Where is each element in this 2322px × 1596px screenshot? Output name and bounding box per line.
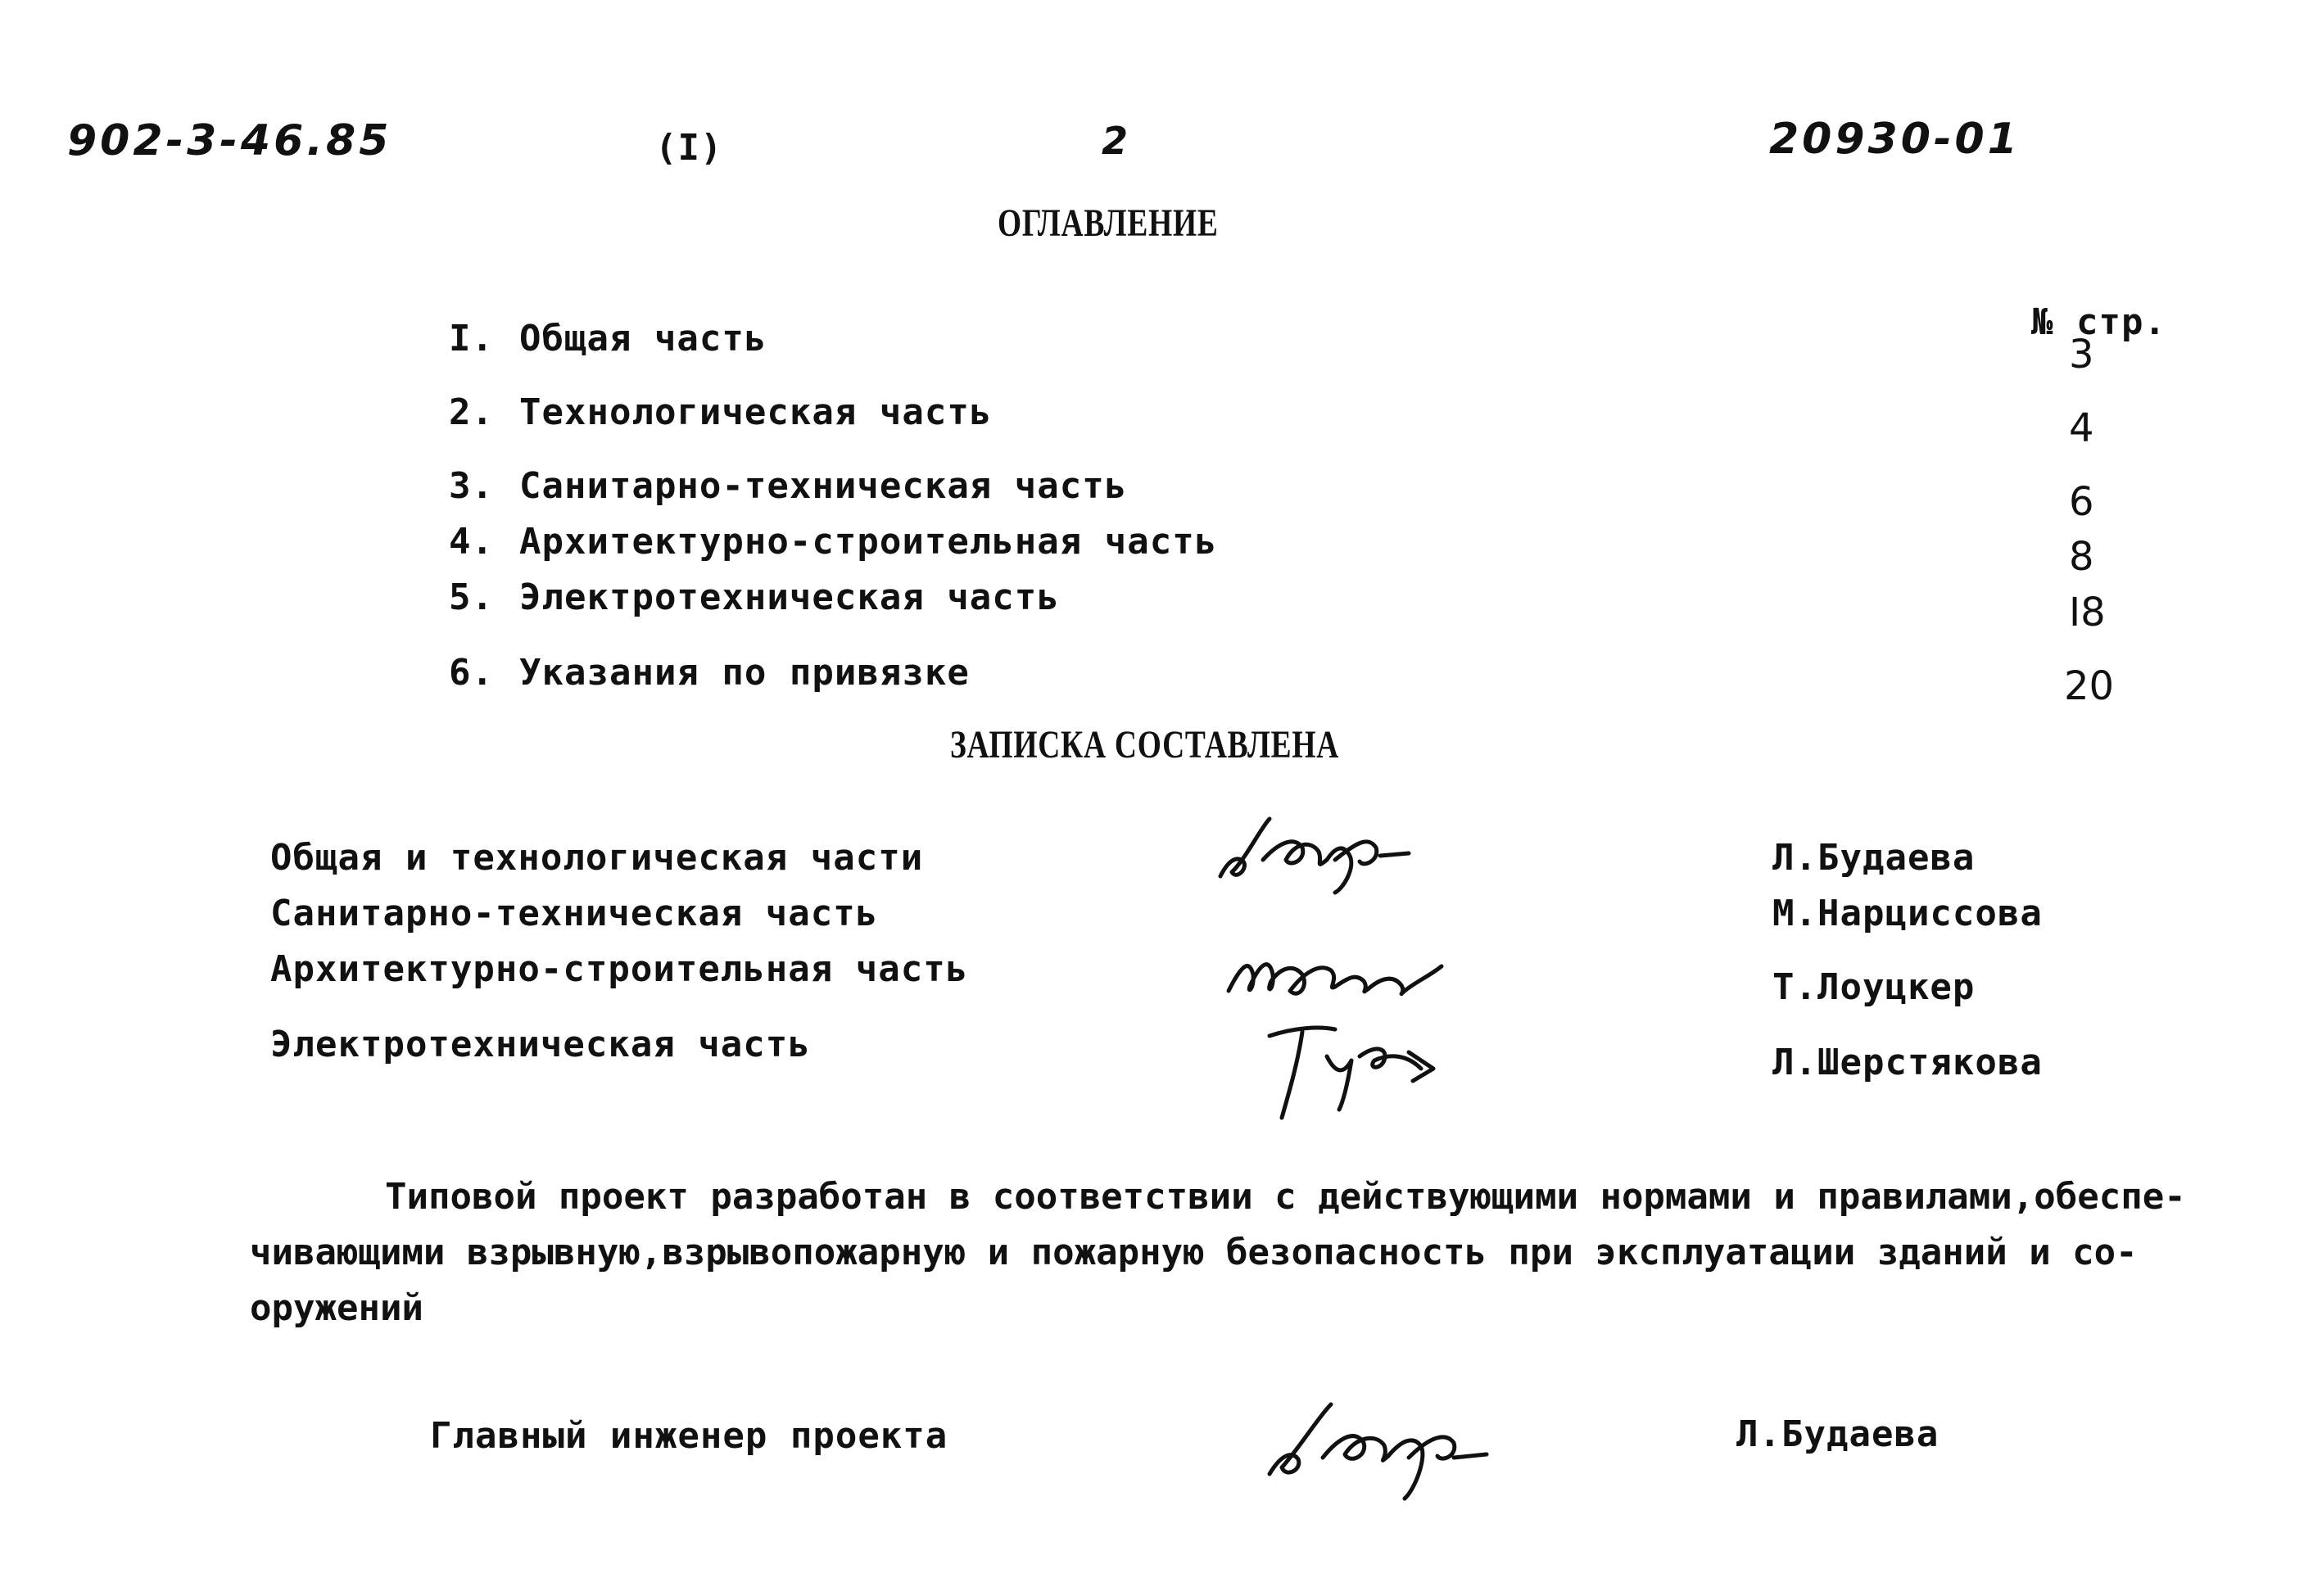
toc-item-page: I8 <box>2069 590 2106 635</box>
toc-item-label: Технологическая часть <box>519 391 993 433</box>
signature-lowtsker <box>1220 942 1466 1015</box>
author-section: Санитарно-техническая часть <box>270 893 879 934</box>
statement-line: чивающими взрывную,взрывопожарную и пожарную безопасность при эксплуатации зданий и со- <box>250 1232 2138 1273</box>
page-number: 2 <box>1102 119 1132 163</box>
toc-item-number: 3. <box>449 465 494 507</box>
authors-title: ЗАПИСКА СОСТАВЛЕНА <box>950 723 1340 766</box>
toc-item-label: Указания по привязке <box>519 652 970 694</box>
author-section: Архитектурно-строительная часть <box>270 948 969 990</box>
author-section: Общая и технологическая части <box>270 837 924 879</box>
toc-title: ОГЛАВЛЕНИЕ <box>998 201 1219 245</box>
toc-item-label: Электротехническая часть <box>519 576 1060 618</box>
toc-item-number: I. <box>449 318 494 359</box>
toc-page-column-header: № стр. <box>2031 301 2166 343</box>
author-name: Л.Шерстякова <box>1772 1042 2043 1083</box>
statement-line: оружений <box>250 1287 423 1329</box>
chief-engineer-role: Главный инженер проекта <box>430 1415 948 1457</box>
toc-item-page: 3 <box>2069 332 2094 378</box>
project-code: 902-3-46.85 <box>67 116 392 165</box>
signature-budaeva <box>1212 811 1425 901</box>
toc-item-number: 2. <box>449 391 494 433</box>
author-name: Л.Будаева <box>1772 837 1976 879</box>
statement-line: Типовой проект разработан в соответствии с действующими нормами и правилами,обеспе- <box>385 1176 2186 1218</box>
toc-item-number: 5. <box>449 576 494 618</box>
toc-item-page: 4 <box>2069 405 2094 451</box>
toc-item-number: 6. <box>449 652 494 694</box>
signature-sherstyakova <box>1245 1011 1458 1126</box>
signature-chief-engineer <box>1253 1392 1499 1515</box>
toc-item-label: Санитарно-техническая часть <box>519 465 1128 507</box>
toc-item-label: Архитектурно-строительная часть <box>519 521 1218 563</box>
album-code: 20930-01 <box>1769 115 2021 164</box>
toc-item-label: Общая часть <box>519 318 767 359</box>
toc-item-page: 20 <box>2064 663 2115 709</box>
author-name: Т.Лоуцкер <box>1772 966 1976 1008</box>
toc-item-page: 6 <box>2069 479 2094 525</box>
volume-number: (I) <box>655 127 723 169</box>
toc-item-page: 8 <box>2069 534 2094 580</box>
chief-engineer-name: Л.Будаева <box>1736 1413 1940 1455</box>
author-name: М.Нарциссова <box>1772 893 2043 934</box>
author-section: Электротехническая часть <box>270 1024 811 1065</box>
toc-item-number: 4. <box>449 521 494 563</box>
